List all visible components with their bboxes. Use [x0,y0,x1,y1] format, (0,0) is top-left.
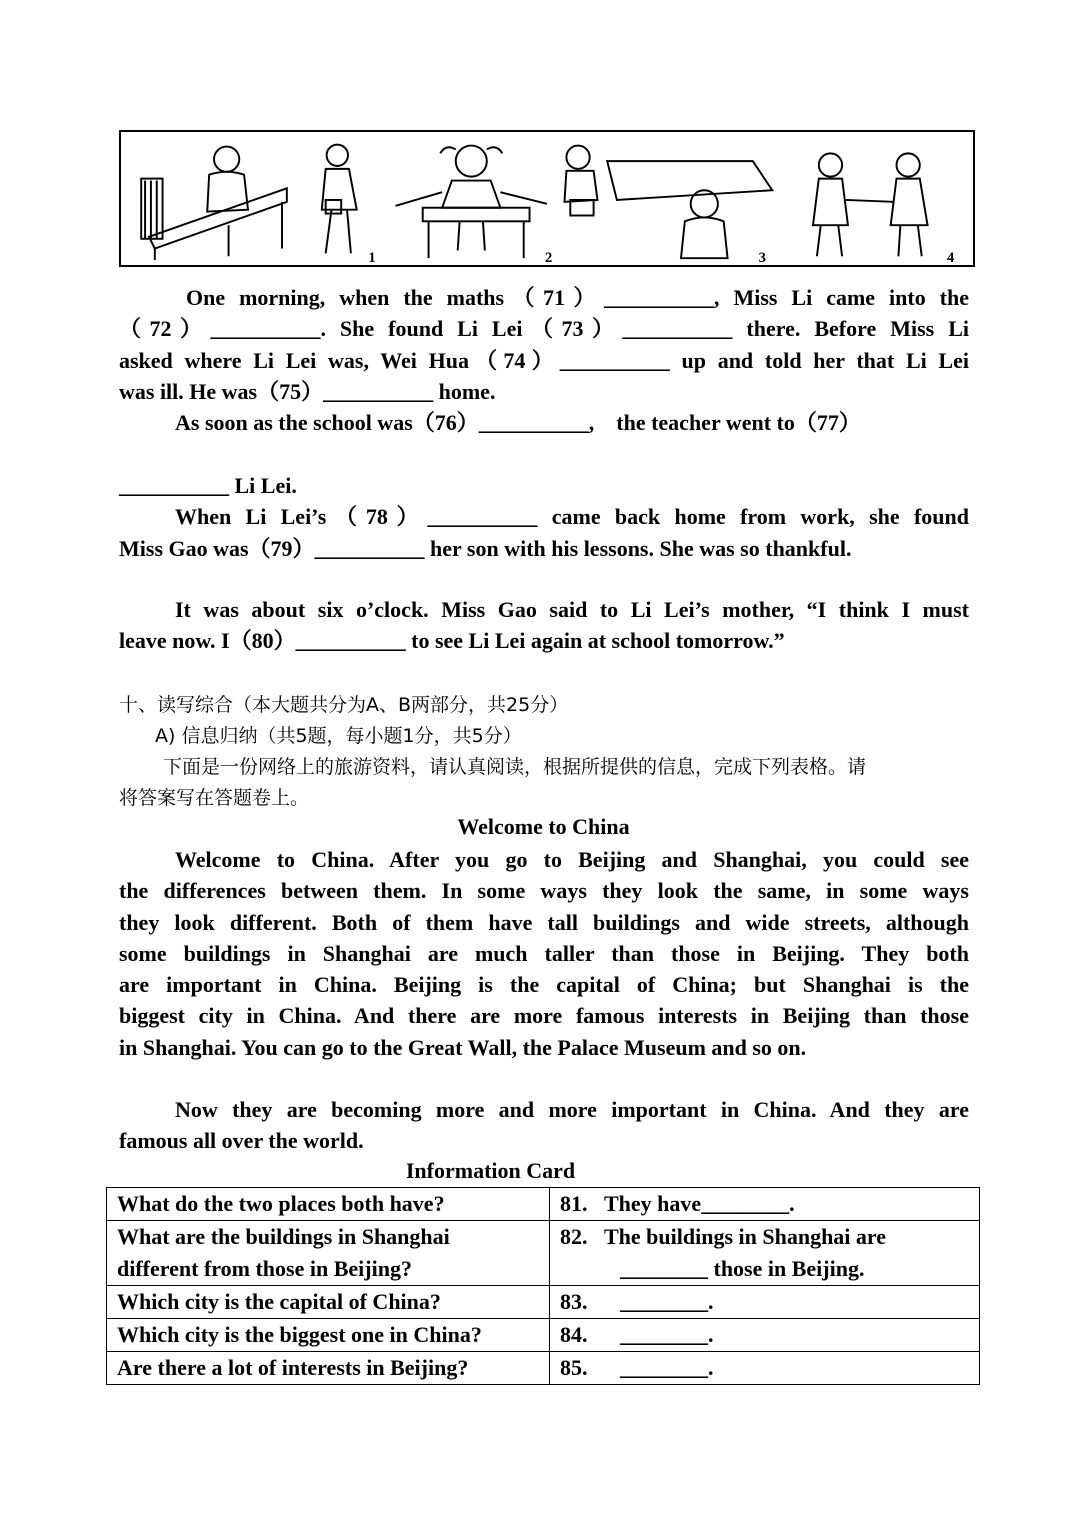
panel-number-3: 3 [758,250,766,265]
question-cell: What do the two places both have? [107,1188,550,1221]
text-line: leave now. I（80）__________ to see Li Lei again at school tomorrow.” [119,628,785,654]
text-line: the differences between them. In some ways they look the same, in some ways [119,878,969,904]
section-sub-a: A) 信息归纳（共5题，每小题1分，共5分） [155,725,522,747]
handshake-icon [846,200,895,202]
question-cell: Which city is the biggest one in China? [107,1319,550,1352]
answer-cell [550,1319,980,1352]
comic-drawing [121,132,973,265]
woman-head-icon [819,153,842,176]
text-line: are important in China. Beijing is the capital of China; but Shanghai is the [119,972,969,998]
text-line: in Shanghai. You can go to the Great Wall, the Palace Museum and so on. [119,1034,807,1060]
question-number: 81. [560,1191,588,1216]
teacher-head-icon [327,145,348,166]
passage-paragraph-4 [119,594,969,657]
text-line: biggest city in China. And there are more famous interests in Beijing than those [119,1003,969,1029]
student-head-icon [214,147,239,172]
passage-paragraph-1 [119,282,969,438]
text-line: they look different. Both of them have tall buildings and wide streets, although [119,909,969,935]
question-cell [107,1221,550,1286]
text-line: Miss Gao was（79）__________ her son with his lessons. She was so thankful. [119,535,852,561]
text-line: famous all over the world. [119,1128,364,1154]
question-line: different from those in Beijing? [117,1256,412,1281]
question-number: 85. [560,1355,588,1380]
answer-text: ________. [620,1289,714,1314]
article-paragraph-2 [119,1094,969,1157]
text-line: asked where Li Lei was, Wei Hua（74）__________ up and told her that Li Lei [119,347,969,373]
table-row [107,1319,980,1352]
passage-paragraph-2-continued [119,470,969,564]
answer-text: ________. [620,1355,714,1380]
text-line: As soon as the school was（76）__________, the teacher went to（77） [175,410,861,436]
answer-text: ________. [620,1322,714,1347]
section-heading: 十、读写综合（本大题共分为A、B两部分，共25分） [119,694,569,716]
instruction-line: 将答案写在答题卷上。 [119,787,310,809]
article-paragraph-1 [119,844,969,1063]
question-cell: Which city is the capital of China? [107,1286,550,1319]
podium-icon [423,208,530,222]
table-row [107,1188,980,1221]
table-row [107,1221,980,1286]
question-number: 83. [560,1289,588,1314]
instruction-line: 下面是一份网络上的旅游资料，请认真阅读，根据所提供的信息，完成下列表格。请 [163,756,867,778]
panel-number-2: 2 [545,250,553,265]
desk-icon [149,188,287,248]
article-title: Welcome to China [457,814,630,839]
answer-cell [550,1286,980,1319]
bed-icon [607,161,772,200]
text-line: Now they are becoming more and more important in China. And they are [175,1097,969,1122]
comic-strip-illustration [119,130,975,267]
question-cell: Are there a lot of interests in Beijing? [107,1352,550,1385]
answer-cell [550,1188,980,1221]
table-row [107,1352,980,1385]
text-line: It was about six o’clock. Miss Gao said to Li Lei’s mother, “I think I must [175,597,969,622]
question-number: 84. [560,1322,588,1347]
text-line: __________ Li Lei. [119,473,297,498]
girl-head-icon [456,146,487,177]
answer-text: The buildings in Shanghai are [604,1224,887,1249]
panel-number-4: 4 [946,250,955,265]
woman-head-icon-2 [896,153,919,176]
text-line: When Li Lei’s（78）__________ came back home from work, she found [175,504,969,530]
section-instructions [119,752,969,814]
answer-text: ________ those in Beijing. [620,1256,865,1281]
text-line: Welcome to China. After you go to Beijing and Shanghai, you could see [175,847,969,872]
text-line: One morning, when the maths（71）__________, Miss Li came into the [186,285,969,310]
question-number: 82. [560,1224,588,1249]
question-line: What are the buildings in Shanghai [117,1224,450,1249]
card-title: Information Card [405,1158,576,1183]
text-line: （72）__________. She found Li Lei（73）__________ there. Before Miss Li [119,316,969,342]
panel-number-1: 1 [368,250,376,265]
text-line: was ill. He was（75）__________ home. [119,378,496,404]
information-card-table [106,1187,980,1385]
table-row [107,1286,980,1319]
answer-text: They have________. [604,1191,795,1216]
text-line: some buildings in Shanghai are much taller than those in Beijing. They both [119,940,969,966]
answer-cell [550,1352,980,1385]
answer-cell [550,1221,980,1286]
